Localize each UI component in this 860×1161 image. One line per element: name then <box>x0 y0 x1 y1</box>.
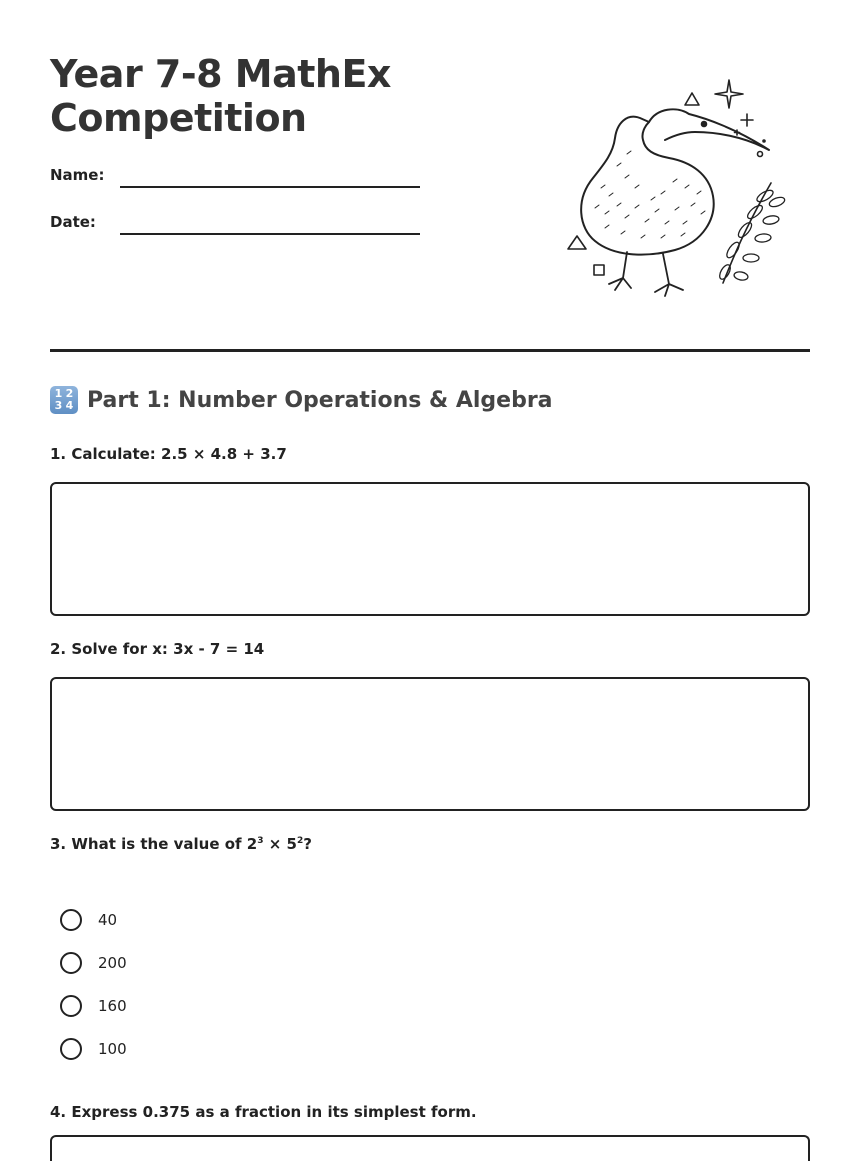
radio-button[interactable] <box>60 952 82 974</box>
radio-button[interactable] <box>60 995 82 1017</box>
name-label: Name: <box>50 166 105 184</box>
option-40[interactable] <box>60 898 127 941</box>
date-line[interactable] <box>120 213 420 235</box>
option-100[interactable] <box>60 1027 127 1070</box>
option-160[interactable] <box>60 984 127 1027</box>
kiwi-bird-icon <box>565 78 795 298</box>
option-label: 40 <box>98 910 118 929</box>
page-title: Year 7-8 MathEx Competition <box>50 52 391 140</box>
question-2-answer-box[interactable] <box>50 677 810 811</box>
option-label: 160 <box>98 996 127 1015</box>
triangle-icon <box>568 236 586 249</box>
radio-button[interactable] <box>60 1038 82 1060</box>
header-divider <box>50 349 810 352</box>
question-4-answer-box[interactable] <box>50 1135 810 1161</box>
sparkle-icon <box>715 80 743 108</box>
option-label: 200 <box>98 953 127 972</box>
question-4-label: 4. Express 0.375 as a fraction in its simplest form. <box>50 1103 477 1121</box>
question-3-options <box>60 898 127 1070</box>
square-icon <box>594 265 604 275</box>
question-1-answer-box[interactable] <box>50 482 810 616</box>
triangle-icon <box>685 93 699 105</box>
section-heading <box>50 386 553 414</box>
option-200[interactable] <box>60 941 127 984</box>
input-numbers-icon: 1 2 3 4 <box>50 386 78 414</box>
section-title-text: Part 1: Number Operations & Algebra <box>87 387 553 413</box>
name-field[interactable] <box>50 166 420 184</box>
name-line[interactable] <box>120 166 420 188</box>
date-field[interactable] <box>50 213 420 231</box>
circle-icon <box>758 152 763 157</box>
plus-icon <box>741 114 753 126</box>
dot-icon <box>763 140 765 142</box>
option-label: 100 <box>98 1039 127 1058</box>
question-3-label: 3. What is the value of $2^3 \times 5^2$? <box>50 835 312 853</box>
date-label: Date: <box>50 213 96 231</box>
question-1-label: 1. Calculate: 2.5 × 4.8 + 3.7 <box>50 445 287 463</box>
radio-button[interactable] <box>60 909 82 931</box>
worksheet-header <box>50 52 810 292</box>
question-2-label: 2. Solve for x: 3x - 7 = 14 <box>50 640 265 658</box>
